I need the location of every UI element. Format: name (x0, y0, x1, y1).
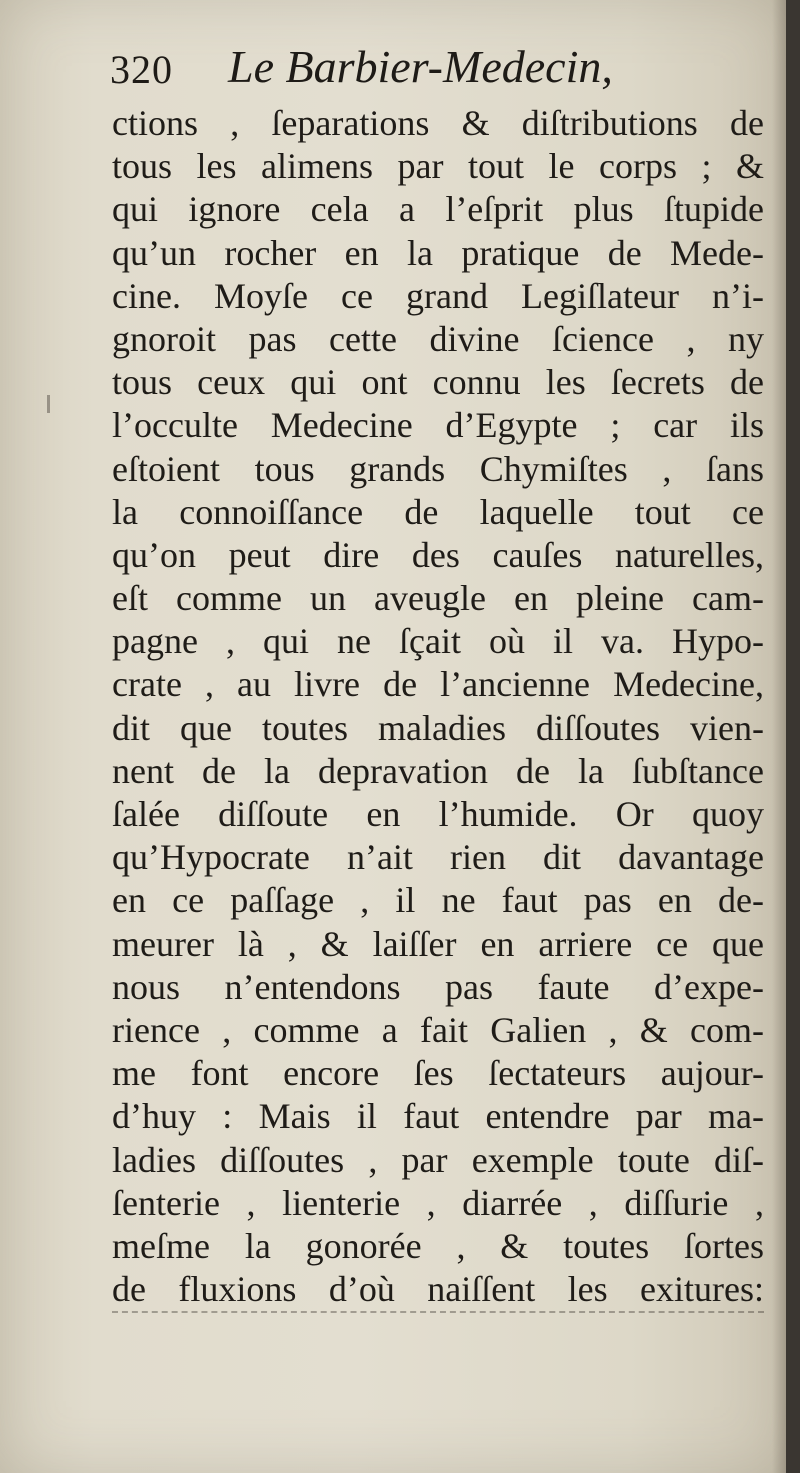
text-line: ctions , ſeparations & diſtributions de (112, 103, 764, 143)
text-line: pagne , qui ne ſçait où il va. Hypo- (112, 621, 764, 662)
text-line: eſt comme un aveugle en pleine cam- (112, 578, 764, 619)
text-line: nous n’entendons pas faute d’expe- (112, 966, 764, 1007)
text-line: d’huy : Mais il faut entendre par ma- (112, 1096, 764, 1137)
text-line: ſenterie , lienterie , diarrée , diſſurie , (112, 1182, 764, 1223)
text-line: qu’on peut dire des cauſes naturelles, (112, 534, 764, 575)
text-line: crate , au livre de l’ancienne Medecine, (112, 664, 764, 705)
text-line: nent de la depravation de la ſubſtance (112, 750, 764, 791)
text-line: meſme la gonorée , & toutes ſortes (112, 1225, 764, 1266)
text-line: en ce paſſage , il ne faut pas en de- (112, 880, 764, 921)
text-line: l’occulte Medecine d’Egypte ; car ils (112, 405, 764, 446)
text-line: de fluxions d’où naiſſent les exitures: (112, 1268, 764, 1313)
text-line: eſtoient tous grands Chymiſtes , ſans (112, 448, 764, 489)
body-text (112, 102, 764, 1313)
text-line: tous les alimens par tout le corps ; & (112, 146, 764, 187)
text-line: meurer là , & laiſſer en arriere ce que (112, 923, 764, 964)
text-line: ladies diſſoutes , par exemple toute diſ- (112, 1139, 764, 1180)
running-title: Le Barbier-Medecin, (228, 41, 613, 92)
ink-smudge (47, 395, 50, 413)
text-line: gnoroit pas cette divine ſcience , ny (112, 318, 764, 359)
text-line: la connoiſſance de laquelle tout ce (112, 491, 764, 532)
text-line: me font encore ſes ſectateurs aujour- (112, 1053, 764, 1094)
text-line: tous ceux qui ont connu les ſecrets de (112, 362, 764, 403)
text-line: rience , comme a fait Galien , & com- (112, 1009, 764, 1050)
text-line: dit que toutes maladies diſſoutes vien- (112, 707, 764, 748)
text-line: qu’un rocher en la pratique de Mede- (112, 232, 764, 273)
page-header (110, 40, 670, 100)
text-line: qui ignore cela a l’eſprit plus ſtupide (112, 189, 764, 230)
text-line: qu’Hypocrate n’ait rien dit davantage (112, 837, 764, 878)
text-line: cine. Moyſe ce grand Legiſlateur n’i- (112, 275, 764, 316)
text-line: ſalée diſſoute en l’humide. Or quoy (112, 794, 764, 834)
page-number: 320 (110, 47, 173, 92)
